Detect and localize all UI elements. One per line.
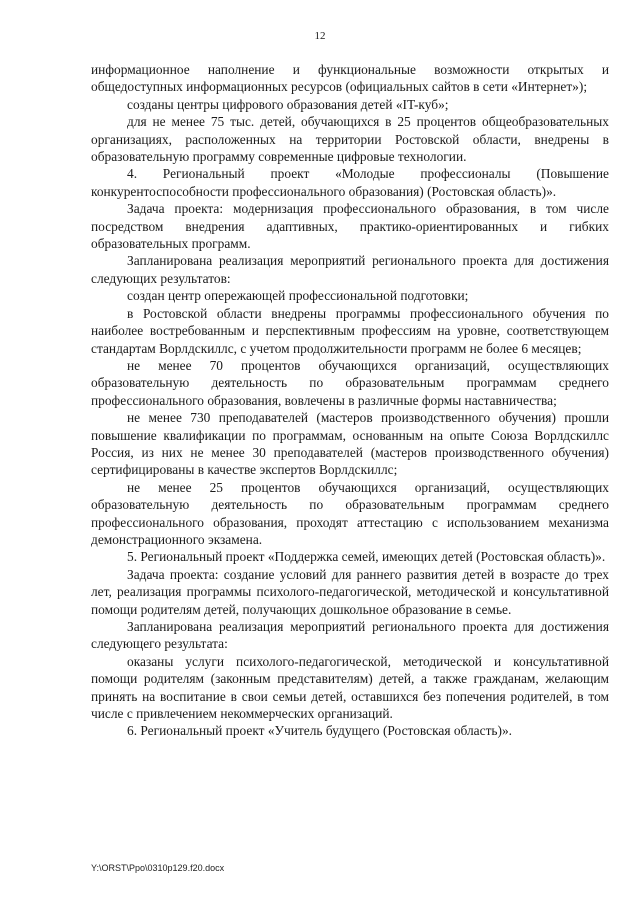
paragraph: информационное наполнение и функциональные возможности открытых и общедоступных информационных ресурсов (официальных сайтов в сети «Интернет»); xyxy=(91,62,609,95)
paragraph: созданы центры цифрового образования детей «IT-куб»; xyxy=(127,96,449,112)
paragraph: создан центр опережающей профессиональной подготовки; xyxy=(127,288,469,304)
paragraph: для не менее 75 тыс. детей, обучающихся в 25 процентов общеобразовательных организациях, расположенных на территории Ростовской области, внедрены в образовательную программу современные цифровые технологии. xyxy=(91,114,609,165)
section-heading: 5. Региональный проект «Поддержка семей, имеющих детей (Ростовская область)». xyxy=(127,549,606,565)
page-number: 12 xyxy=(314,30,326,42)
paragraph: не менее 70 процентов обучающихся организаций, осуществляющих образовательную деятельность по образовательным программам среднего профессионального образования, вовлечены в различные формы наставничества; xyxy=(91,357,609,408)
paragraph: Задача проекта: модернизация профессионального образования, в том числе посредством внедрения адаптивных, практико-ориентированных и гибких образовательных программ. xyxy=(91,201,609,252)
footer-file-path: Y:\ORST\Ppo\0310p129.f20.docx xyxy=(91,863,225,873)
paragraph: Запланирована реализация мероприятий регионального проекта для достижения следующего результата: xyxy=(91,619,609,652)
paragraph: не менее 730 преподавателей (мастеров производственного обучения) прошли повышение квалификации по программам, основанным на опыте Союза Ворлдскиллс Россия, из них не менее 30 преподавателей (мастеров производственного обучения) сертифицированы в качестве экспертов Ворлдскиллс; xyxy=(91,410,609,478)
paragraph: оказаны услуги психолого-педагогической, методической и консультативной помощи родителям (законным представителям) детей, а также гражданам, желающим принять на воспитание в свои семьи детей, оставшихся без попечения родителей, в том числе с привлечением некоммерческих организаций. xyxy=(91,653,609,722)
section-heading: 4. Региональный проект «Молодые профессионалы (Повышение конкурентоспособности профессионального образования) (Ростовская область)». xyxy=(91,166,609,199)
paragraph: не менее 25 процентов обучающихся организаций, осуществляющих образовательную деятельность по образовательным программам среднего профессионального образования, проходят аттестацию с использованием механизма демонстрационного экзамена. xyxy=(91,479,609,547)
document-body xyxy=(91,61,609,740)
paragraph: Запланирована реализация мероприятий регионального проекта для достижения следующих результатов: xyxy=(91,253,609,286)
paragraph: в Ростовской области внедрены программы профессионального обучения по наиболее востребованным и перспективным профессиям на уровне, соответствующем стандартам Ворлдскиллс, с учетом продолжительности программ не более 6 месяцев; xyxy=(91,305,609,356)
paragraph: Задача проекта: создание условий для раннего развития детей в возрасте до трех лет, реализация программы психолого-педагогической, методической и консультативной помощи родителям детей, получающих дошкольное образование в семье. xyxy=(91,566,609,617)
section-heading: 6. Региональный проект «Учитель будущего (Ростовская область)». xyxy=(127,723,513,739)
